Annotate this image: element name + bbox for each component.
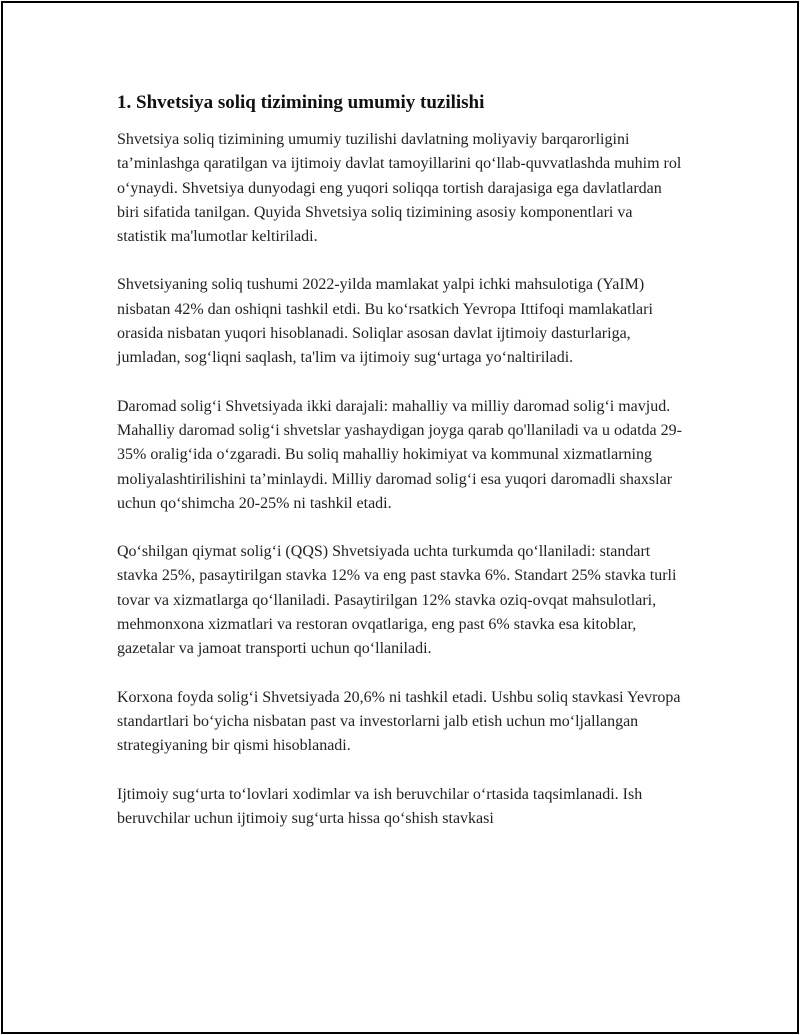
paragraph-corporate-tax: Korxona foyda solig‘i Shvetsiyada 20,6% ni tashkil etadi. Ushbu soliq stavkasi Yevropa standartlari bo‘yicha nisbatan past va investorlarni jalb etish uchun mo‘ljallangan strategiyaning bir qismi hisoblanadi. [117, 688, 681, 755]
document-body [117, 90, 683, 855]
paragraph-social-insurance: Ijtimoiy sug‘urta to‘lovlari xodimlar va ish beruvchilar o‘rtasida taqsimlanadi. Ish beruvchilar uchun ijtimoiy sug‘urta hissa qo‘shish stavkasi [117, 785, 643, 827]
paragraph-vat: Qo‘shilgan qiymat solig‘i (QQS) Shvetsiyada uchta turkumda qo‘llaniladi: standart stavka 25%, pasaytirilgan stavka 12% va eng past stavka 6%. Standart 25% stavka turli tovar va xizmatlarga qo‘llaniladi. Pasaytirilgan 12% stavka oziq-ovqat mahsulotlari, mehmonxona xizmatlari va restoran ovqatlariga, eng past 6% stavka esa kitoblar, gazetalar va jamoat transporti uchun qo‘llaniladi. [117, 543, 677, 658]
paragraph-tax-revenue: Shvetsiyaning soliq tushumi 2022-yilda mamlakat yalpi ichki mahsulotiga (YaIM) nisbatan 42% dan oshiqni tashkil etdi. Bu ko‘rsatkich Yevropa Ittifoqi mamlakatlari orasida nisbatan yuqori hisoblanadi. Soliqlar asosan davlat ijtimoiy dasturlariga, jumladan, sog‘liqni saqlash, ta'lim va ijtimoiy sug‘urtaga yo‘naltiriladi. [117, 276, 653, 367]
paragraph-intro: Shvetsiya soliq tizimining umumiy tuzilishi davlatning moliyaviy barqarorligini ta’minlashga qaratilgan va ijtimoiy davlat tamoyillarini qo‘llab-quvvatlashda muhim rol o‘ynaydi. Shvetsiya dunyodagi eng yuqori soliqqa tortish darajasiga ega davlatlardan biri sifatida tanilgan. Quyida Shvetsiya soliq tizimining asosiy komponentlari va statistik ma'lumotlar keltiriladi. [117, 131, 682, 246]
paragraph-income-tax: Daromad solig‘i Shvetsiyada ikki darajali: mahalliy va milliy daromad solig‘i mavjud. Mahalliy daromad solig‘i shvetslar yashaydigan joyga qarab qo'llaniladi va u odatda 29-35% oralig‘ida o‘zgaradi. Bu soliq mahalliy hokimiyat va kommunal xizmatlarning moliyalashtirilishini ta’minlaydi. Milliy daromad solig‘i esa yuqori daromadli shaxslar uchun qo‘shimcha 20-25% ni tashkil etadi. [117, 397, 682, 512]
section-heading: 1. Shvetsiya soliq tizimining umumiy tuzilishi [117, 92, 485, 113]
